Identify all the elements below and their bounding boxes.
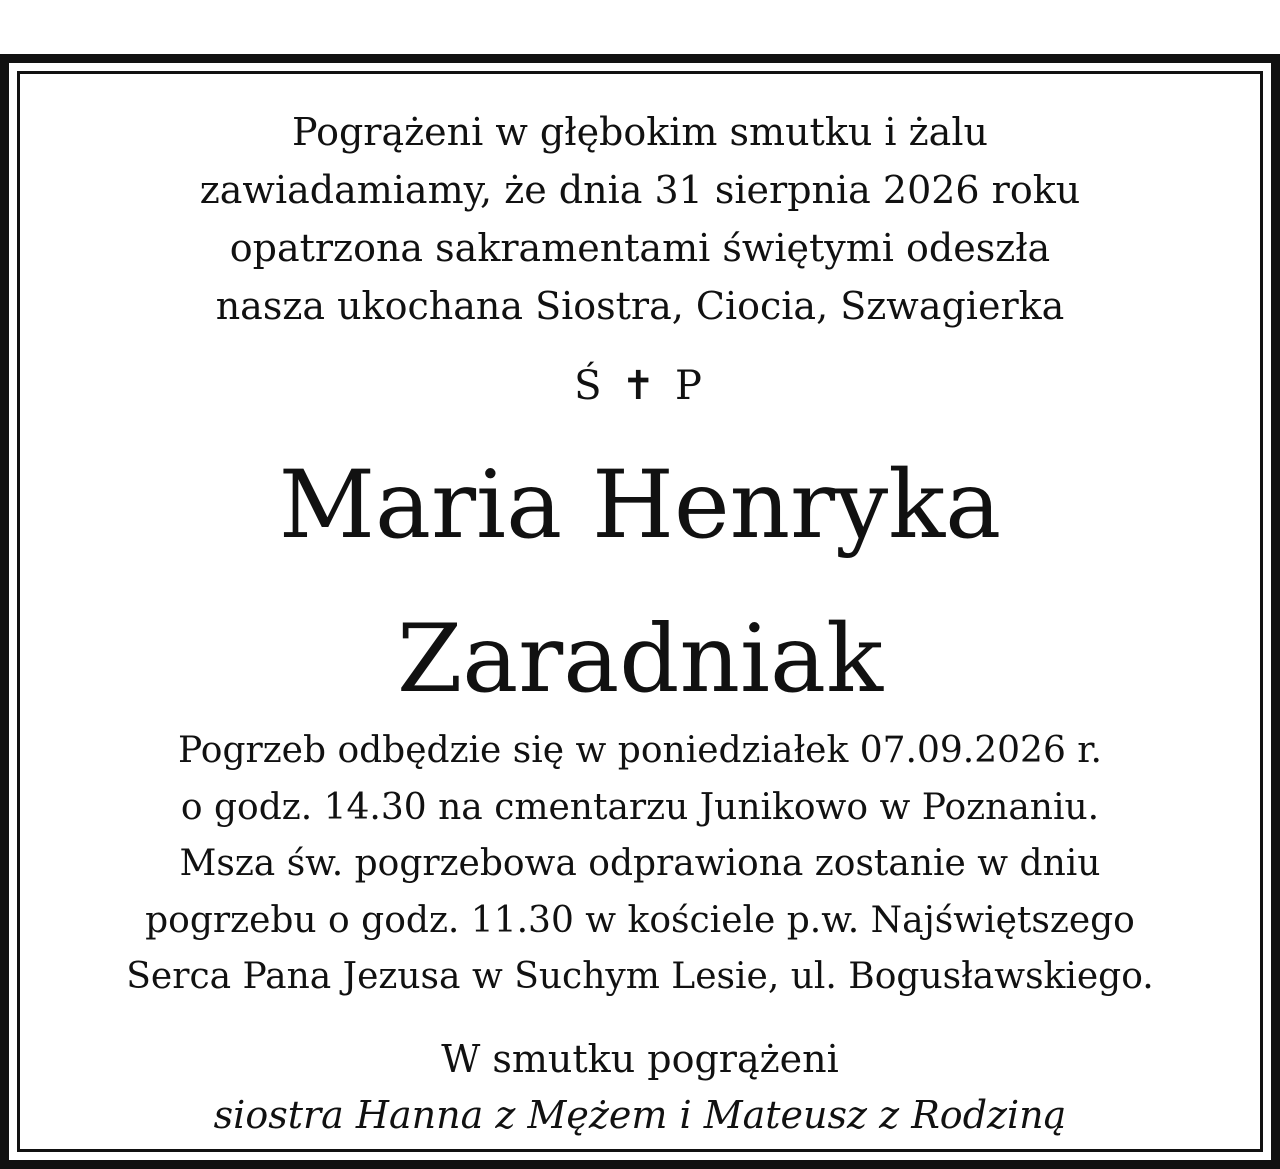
name-line: Maria Henryka bbox=[278, 451, 1002, 560]
memorial-letter-s: Ś bbox=[574, 363, 606, 409]
intro-line: opatrzona sakramentami świętymi odeszła bbox=[229, 226, 1051, 270]
intro-line: zawiadamiamy, że dnia 31 sierpnia 2026 roku bbox=[199, 168, 1081, 212]
signatories-line: siostra Hanna z Mężem i Mateusz z Rodziną bbox=[213, 1093, 1067, 1137]
name-line: Zaradniak bbox=[396, 605, 884, 714]
intro-line: Pogrążeni w głębokim smutku i żalu bbox=[292, 110, 988, 154]
intro-paragraph bbox=[9, 103, 1271, 335]
cross-icon: ✝ bbox=[621, 363, 659, 409]
memorial-mark bbox=[9, 361, 1271, 411]
details-line: Pogrzeb odbędzie się w poniedziałek 07.09.2026 r. bbox=[178, 730, 1102, 771]
details-line: Serca Pana Jezusa w Suchym Lesie, ul. Bogusławskiego. bbox=[126, 956, 1154, 998]
memorial-letter-p: P bbox=[675, 363, 706, 409]
closing-line: W smutku pogrążeni bbox=[441, 1037, 839, 1081]
details-line: Msza św. pogrzebowa odprawiona zostanie w dniu bbox=[179, 843, 1101, 885]
obituary-outer-border bbox=[0, 54, 1280, 1169]
deceased-name bbox=[9, 429, 1271, 737]
details-line: pogrzebu o godz. 11.30 w kościele p.w. Najświętszego bbox=[145, 899, 1135, 941]
funeral-details bbox=[9, 723, 1271, 1006]
intro-line: nasza ukochana Siostra, Ciocia, Szwagierka bbox=[215, 284, 1065, 328]
details-line: o godz. 14.30 na cmentarzu Junikowo w Poznaniu. bbox=[180, 786, 1100, 828]
